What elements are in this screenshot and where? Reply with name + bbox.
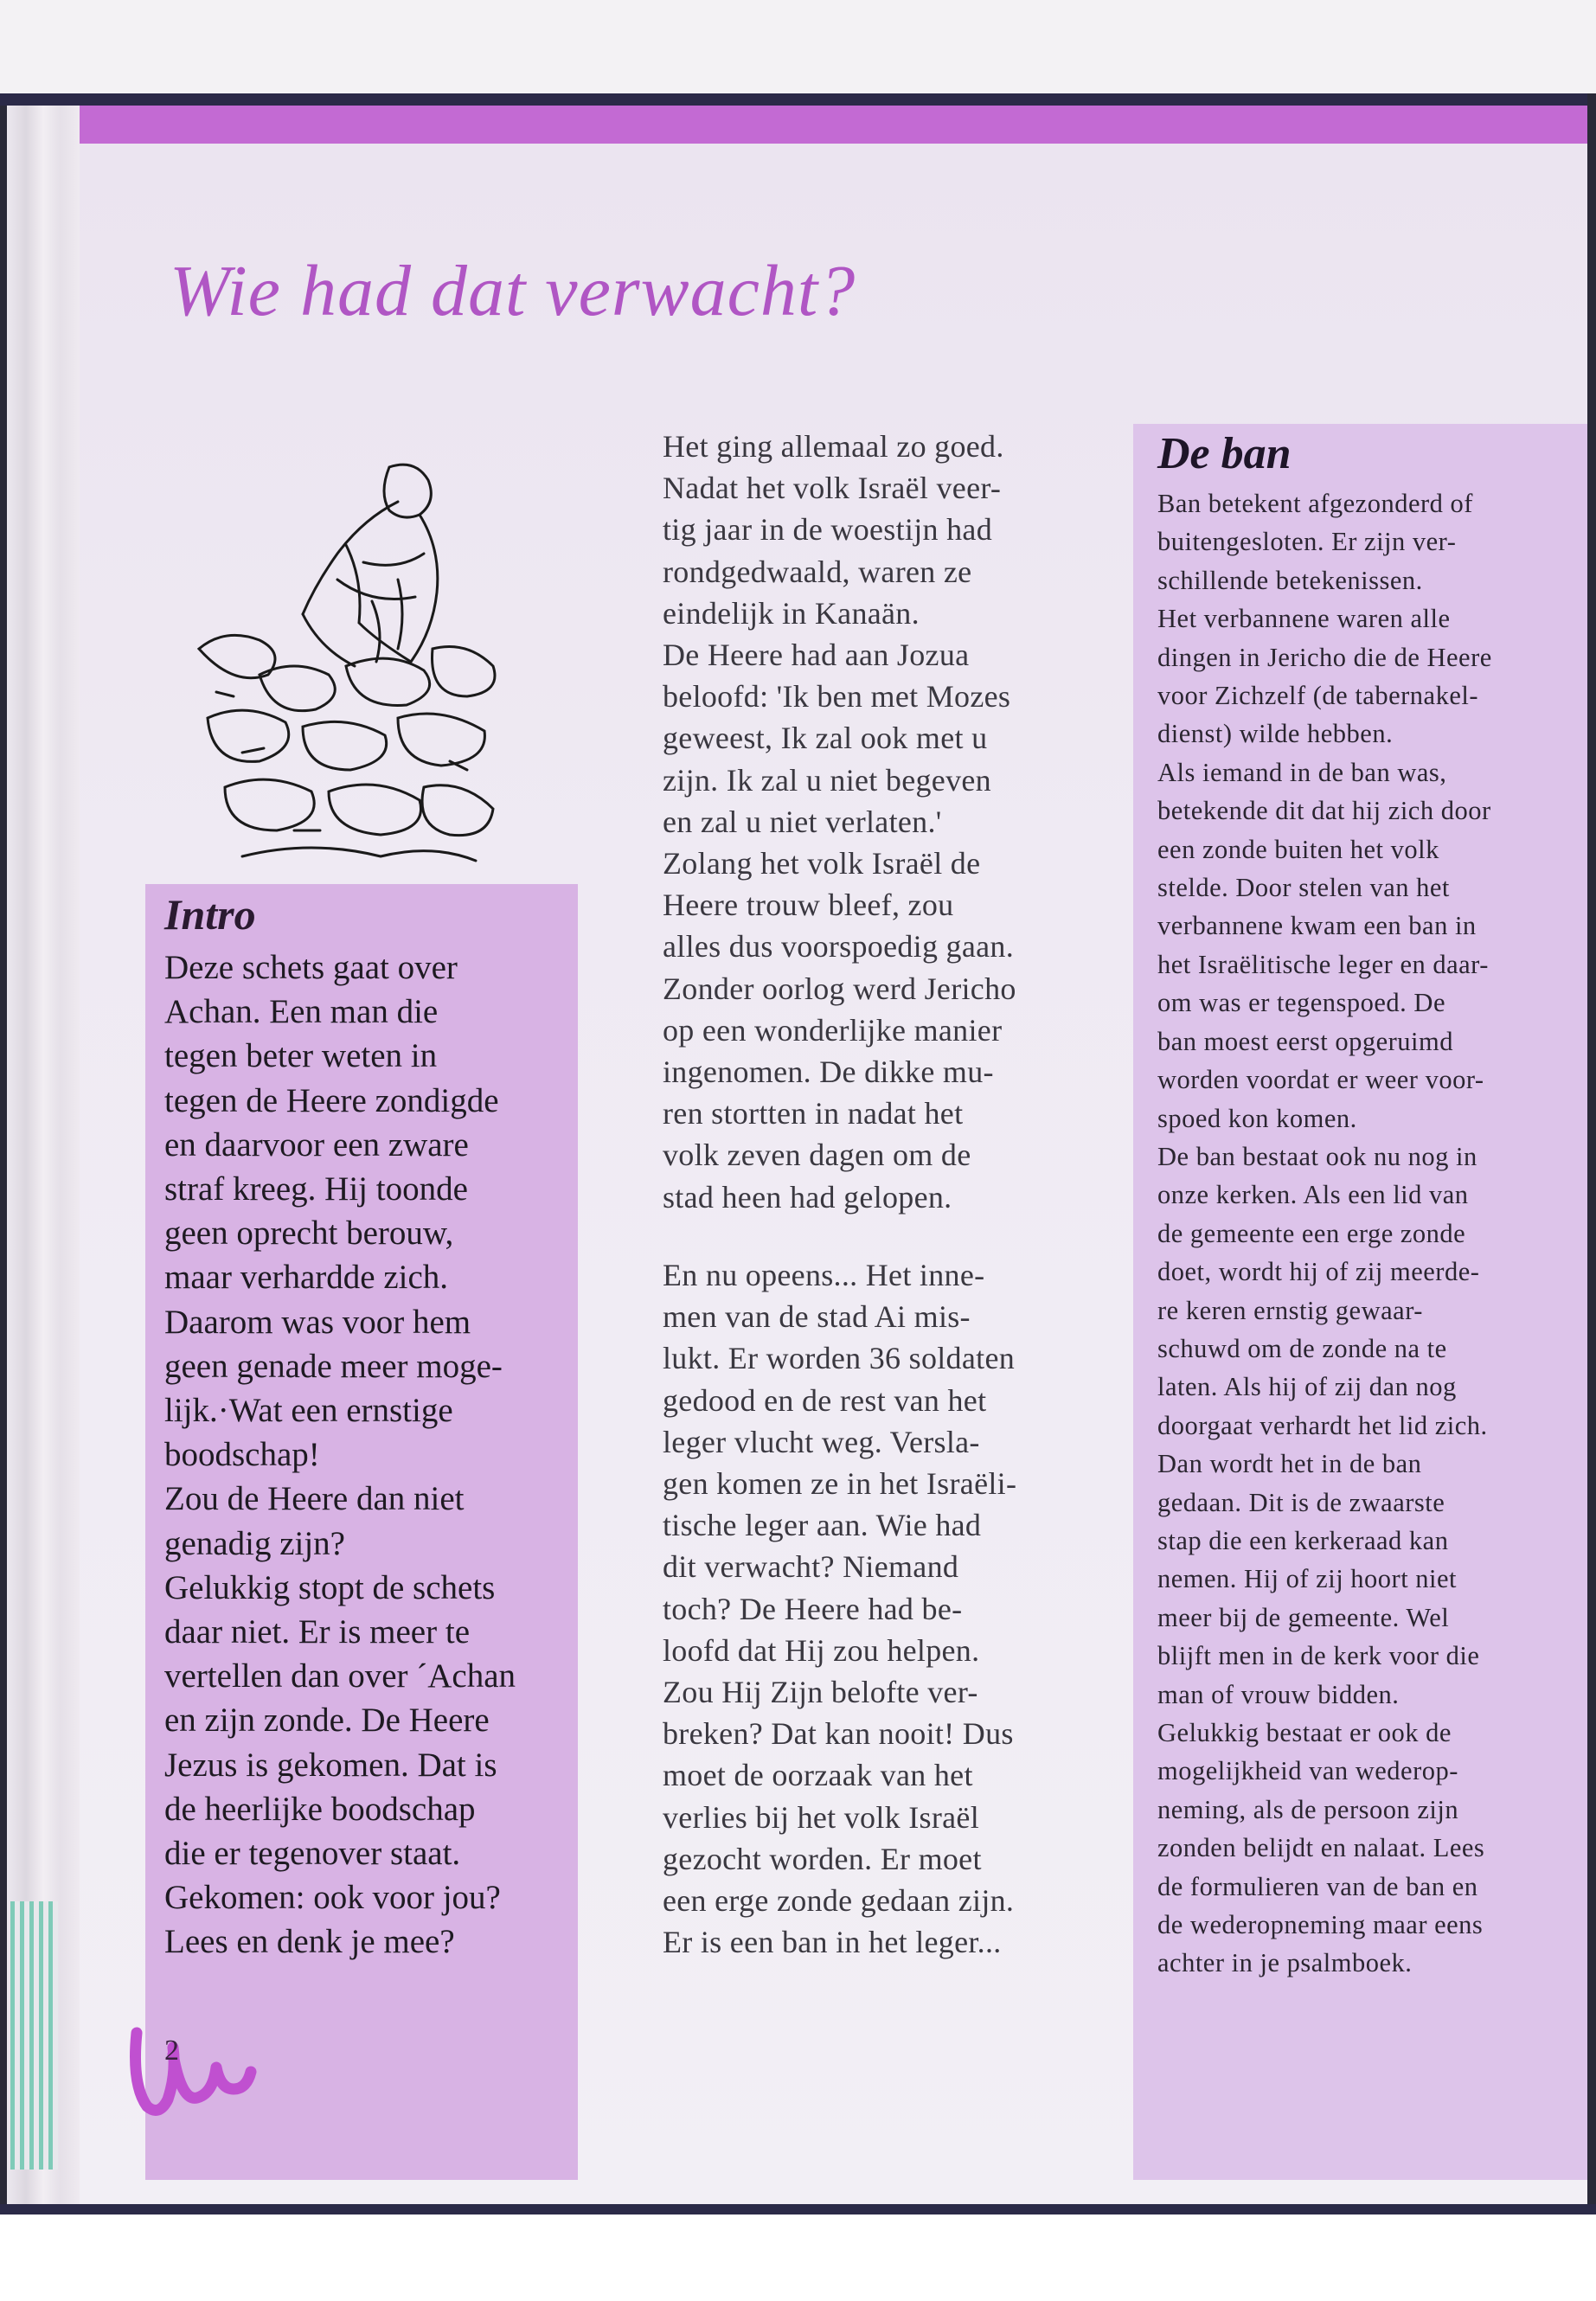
bottom-margin: [0, 2214, 1596, 2301]
top-accent-band: [80, 106, 1596, 144]
story-paragraph-2: En nu opeens... Het inne- men van de stad Ai mis- lukt. Er worden 36 soldaten gedood en de rest van het leger vlucht weg. Versla- gen komen ze in het Israëli- tische leger aan. Wie had dit verwacht? Niemand toch? De Heere had be- loofd dat Hij zou helpen. Zou Hij Zijn belofte ver- breken? Dat kan nooit! Dus moet de oorzaak van het verlies bij het volk Israël gezocht worden. Er moet een erge zonde gedaan zijn. Er is een ban in het leger...: [663, 1258, 1017, 1960]
intro-heading: Intro: [164, 890, 256, 939]
achan-digging-illustration: [190, 450, 510, 874]
ban-text: Ban betekent afgezonderd of buitengesloten. Er zijn ver- schillende betekenissen. Het verbannene waren alle dingen in Jericho die de Heere voor Zichzelf (de tabernakel- dienst) wilde hebben. Als iemand in de ban was, betekende dit dat hij zich door een zonde buiten het volk stelde. Door stelen van het verbannene kwam een ban in het Israëlitische leger en daar- om was er tegenspoed. De ban moest eerst opgeruimd worden voordat er weer voor- spoed kon komen. De ban bestaat ook nu nog in onze kerken. Als een lid van de gemeente een erge zonde doet, wordt hij of zij meerde- re keren ernstig gewaar- schuwd om de zonde na te laten. Als hij of zij dan nog doorgaat verhardt het lid zich. Dan wordt het in de ban gedaan. Dit is de zwaarste stap die een kerkeraad kan nemen. Hij of zij hoort niet meer bij de gemeente. Wel blijft men in de kerk voor die man of vrouw bidden. Gelukkig bestaat er ook de mogelijkheid van wederop- neming, als de persoon zijn zonden belijdt en nalaat. Lees de formulieren van de ban en de wederopneming maar eens achter in je psalmboek.: [1157, 489, 1492, 1978]
bottom-cover-edge: [0, 2204, 1596, 2214]
page-title: Wie had dat verwacht?: [170, 251, 856, 331]
story-paragraph-1: Het ging allemaal zo goed. Nadat het volk Israël veer- tig jaar in de woestijn had rondgedwaald, waren ze eindelijk in Kanaän. De Heere had aan Jozua beloofd: 'Ik ben met Mozes geweest, Ik zal ook met u zijn. Ik zal u niet begeven en zal u niet verlaten.' Zolang het volk Israël de Heere trouw bleef, zou alles dus voorspoedig gaan. Zonder oorlog werd Jericho op een wonderlijke manier ingenomen. De dikke mu- ren stortten in nadat het volk zeven dagen om de stad heen had gelopen.: [663, 429, 1016, 1215]
page-number: 2: [164, 2035, 179, 2067]
intro-text: Deze schets gaat over Achan. Een man die tegen beter weten in tegen de Heere zondigde en daarvoor een zware straf kreeg. Hij toonde geen oprecht berouw, maar verhardde zich. Daarom was voor hem geen genade meer moge- lijk.·Wat een ernstige boodschap! Zou de Heere dan niet genadig zijn? Gelukkig stopt de schets daar niet. Er is meer te vertellen dan over ´Achan en zijn zonde. De Heere Jezus is gekomen. Dat is de heerlijke boodschap die er tegenover staat. Gekomen: ook voor jou? Lees en denk je mee?: [164, 949, 516, 1961]
book-binding: [0, 93, 80, 2204]
page-number-swirl-icon: [130, 2016, 260, 2119]
page-edge-stripes: [10, 1901, 58, 2170]
ban-heading: De ban: [1157, 429, 1292, 478]
right-cover-edge: [1587, 93, 1596, 2204]
top-cover-edge: [0, 93, 1596, 106]
